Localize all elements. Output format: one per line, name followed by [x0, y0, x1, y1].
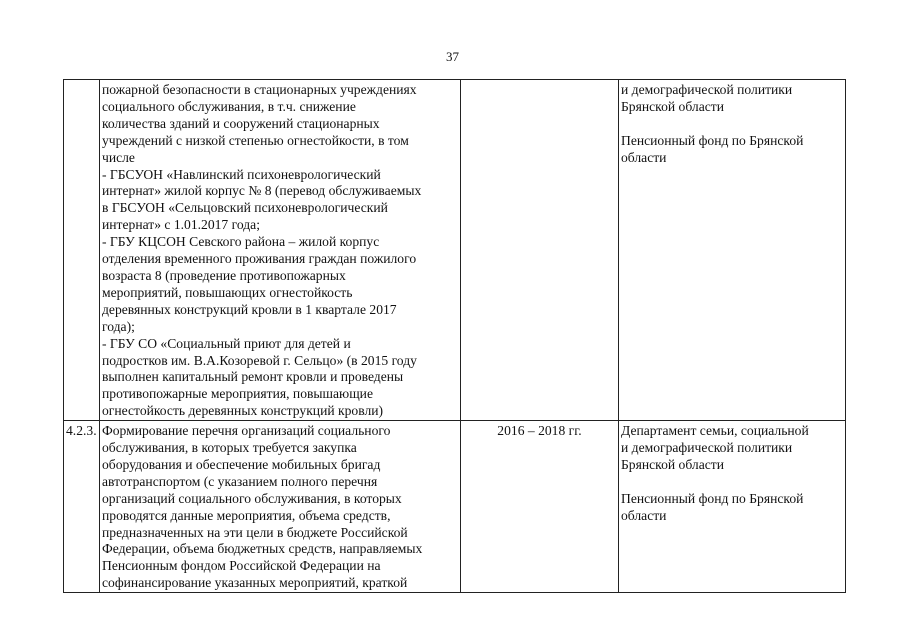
measure-description-cell: [100, 421, 461, 593]
measures-table: [63, 79, 846, 593]
text-line: количества зданий и сооружений стационарных: [102, 115, 380, 131]
deadline-cell: [461, 80, 619, 421]
text-line: мероприятий, повышающих огнестойкость: [102, 284, 353, 300]
text-line: - ГБУ СО «Социальный приют для детей и: [102, 335, 351, 351]
responsible-line: области: [621, 149, 667, 165]
responsible-line: Пенсионный фонд по Брянской: [621, 132, 804, 148]
text-line: числе: [102, 149, 135, 165]
text-line: деревянных конструкций кровли в 1 квартале 2017: [102, 301, 397, 317]
text-line: обслуживания, в которых требуется закупка: [102, 440, 357, 456]
text-line: отделения временного проживания граждан пожилого: [102, 251, 417, 267]
text-line: пожарной безопасности в стационарных учреждениях: [102, 82, 417, 97]
table-row: [64, 421, 846, 593]
text-line: - ГБСУОН «Навлинский психоневрологический: [102, 166, 381, 182]
text-line: автотранспортом (с указанием полного перечня: [102, 473, 378, 489]
row-number-cell: [64, 80, 100, 421]
responsible-line: Пенсионный фонд по Брянской: [621, 490, 804, 506]
text-line: учреждений с низкой степенью огнестойкости, в том: [102, 132, 409, 148]
responsible-cell: [619, 80, 846, 421]
responsible-line: Департамент семьи, социальной: [621, 423, 809, 439]
text-line: Федерации, объема бюджетных средств, направляемых: [102, 541, 423, 557]
spacer: [621, 116, 843, 133]
text-line: проводятся данные мероприятия, объема средств,: [102, 507, 391, 523]
text-line: оборудования и обеспечение мобильных бригад: [102, 456, 381, 472]
text-line: противопожарные мероприятия, повышающие: [102, 386, 373, 402]
text-line: огнестойкость деревянных конструкций кровли): [102, 403, 384, 419]
text-line: в ГБСУОН «Сельцовский психоневрологический: [102, 200, 388, 216]
text-line: интернат» с 1.01.2017 года;: [102, 217, 260, 233]
spacer: [621, 474, 843, 491]
measure-description-cell: [100, 80, 461, 421]
responsible-line: Брянской области: [621, 98, 724, 114]
text-line: предназначенных на эти цели в бюджете Российской: [102, 524, 408, 540]
deadline-cell: 2016 – 2018 гг.: [461, 421, 619, 593]
text-line: софинансирование указанных мероприятий, краткой: [102, 575, 408, 591]
text-line: организаций социального обслуживания, в которых: [102, 490, 402, 506]
text-line: интернат» жилой корпус № 8 (перевод обслуживаемых: [102, 183, 422, 199]
text-line: года);: [102, 318, 135, 334]
page-number: 37: [446, 49, 459, 64]
text-line: выполнен капитальный ремонт кровли и проведены: [102, 369, 404, 385]
responsible-line: и демографической политики: [621, 82, 793, 97]
responsible-line: и демографической политики: [621, 440, 793, 456]
text-line: Формирование перечня организаций социального: [102, 423, 391, 439]
responsible-cell: [619, 421, 846, 593]
table-row: [64, 80, 846, 421]
text-line: возраста 8 (проведение противопожарных: [102, 267, 346, 283]
responsible-line: области: [621, 507, 667, 523]
text-line: Пенсионным фондом Российской Федерации на: [102, 558, 381, 574]
row-number-cell: 4.2.3.: [64, 421, 100, 593]
responsible-line: Брянской области: [621, 456, 724, 472]
text-line: подростков им. В.А.Козоревой г. Сельцо» (в 2015 году: [102, 352, 417, 368]
text-line: - ГБУ КЦСОН Севского района – жилой корпус: [102, 234, 380, 250]
text-line: социального обслуживания, в т.ч. снижение: [102, 98, 356, 114]
